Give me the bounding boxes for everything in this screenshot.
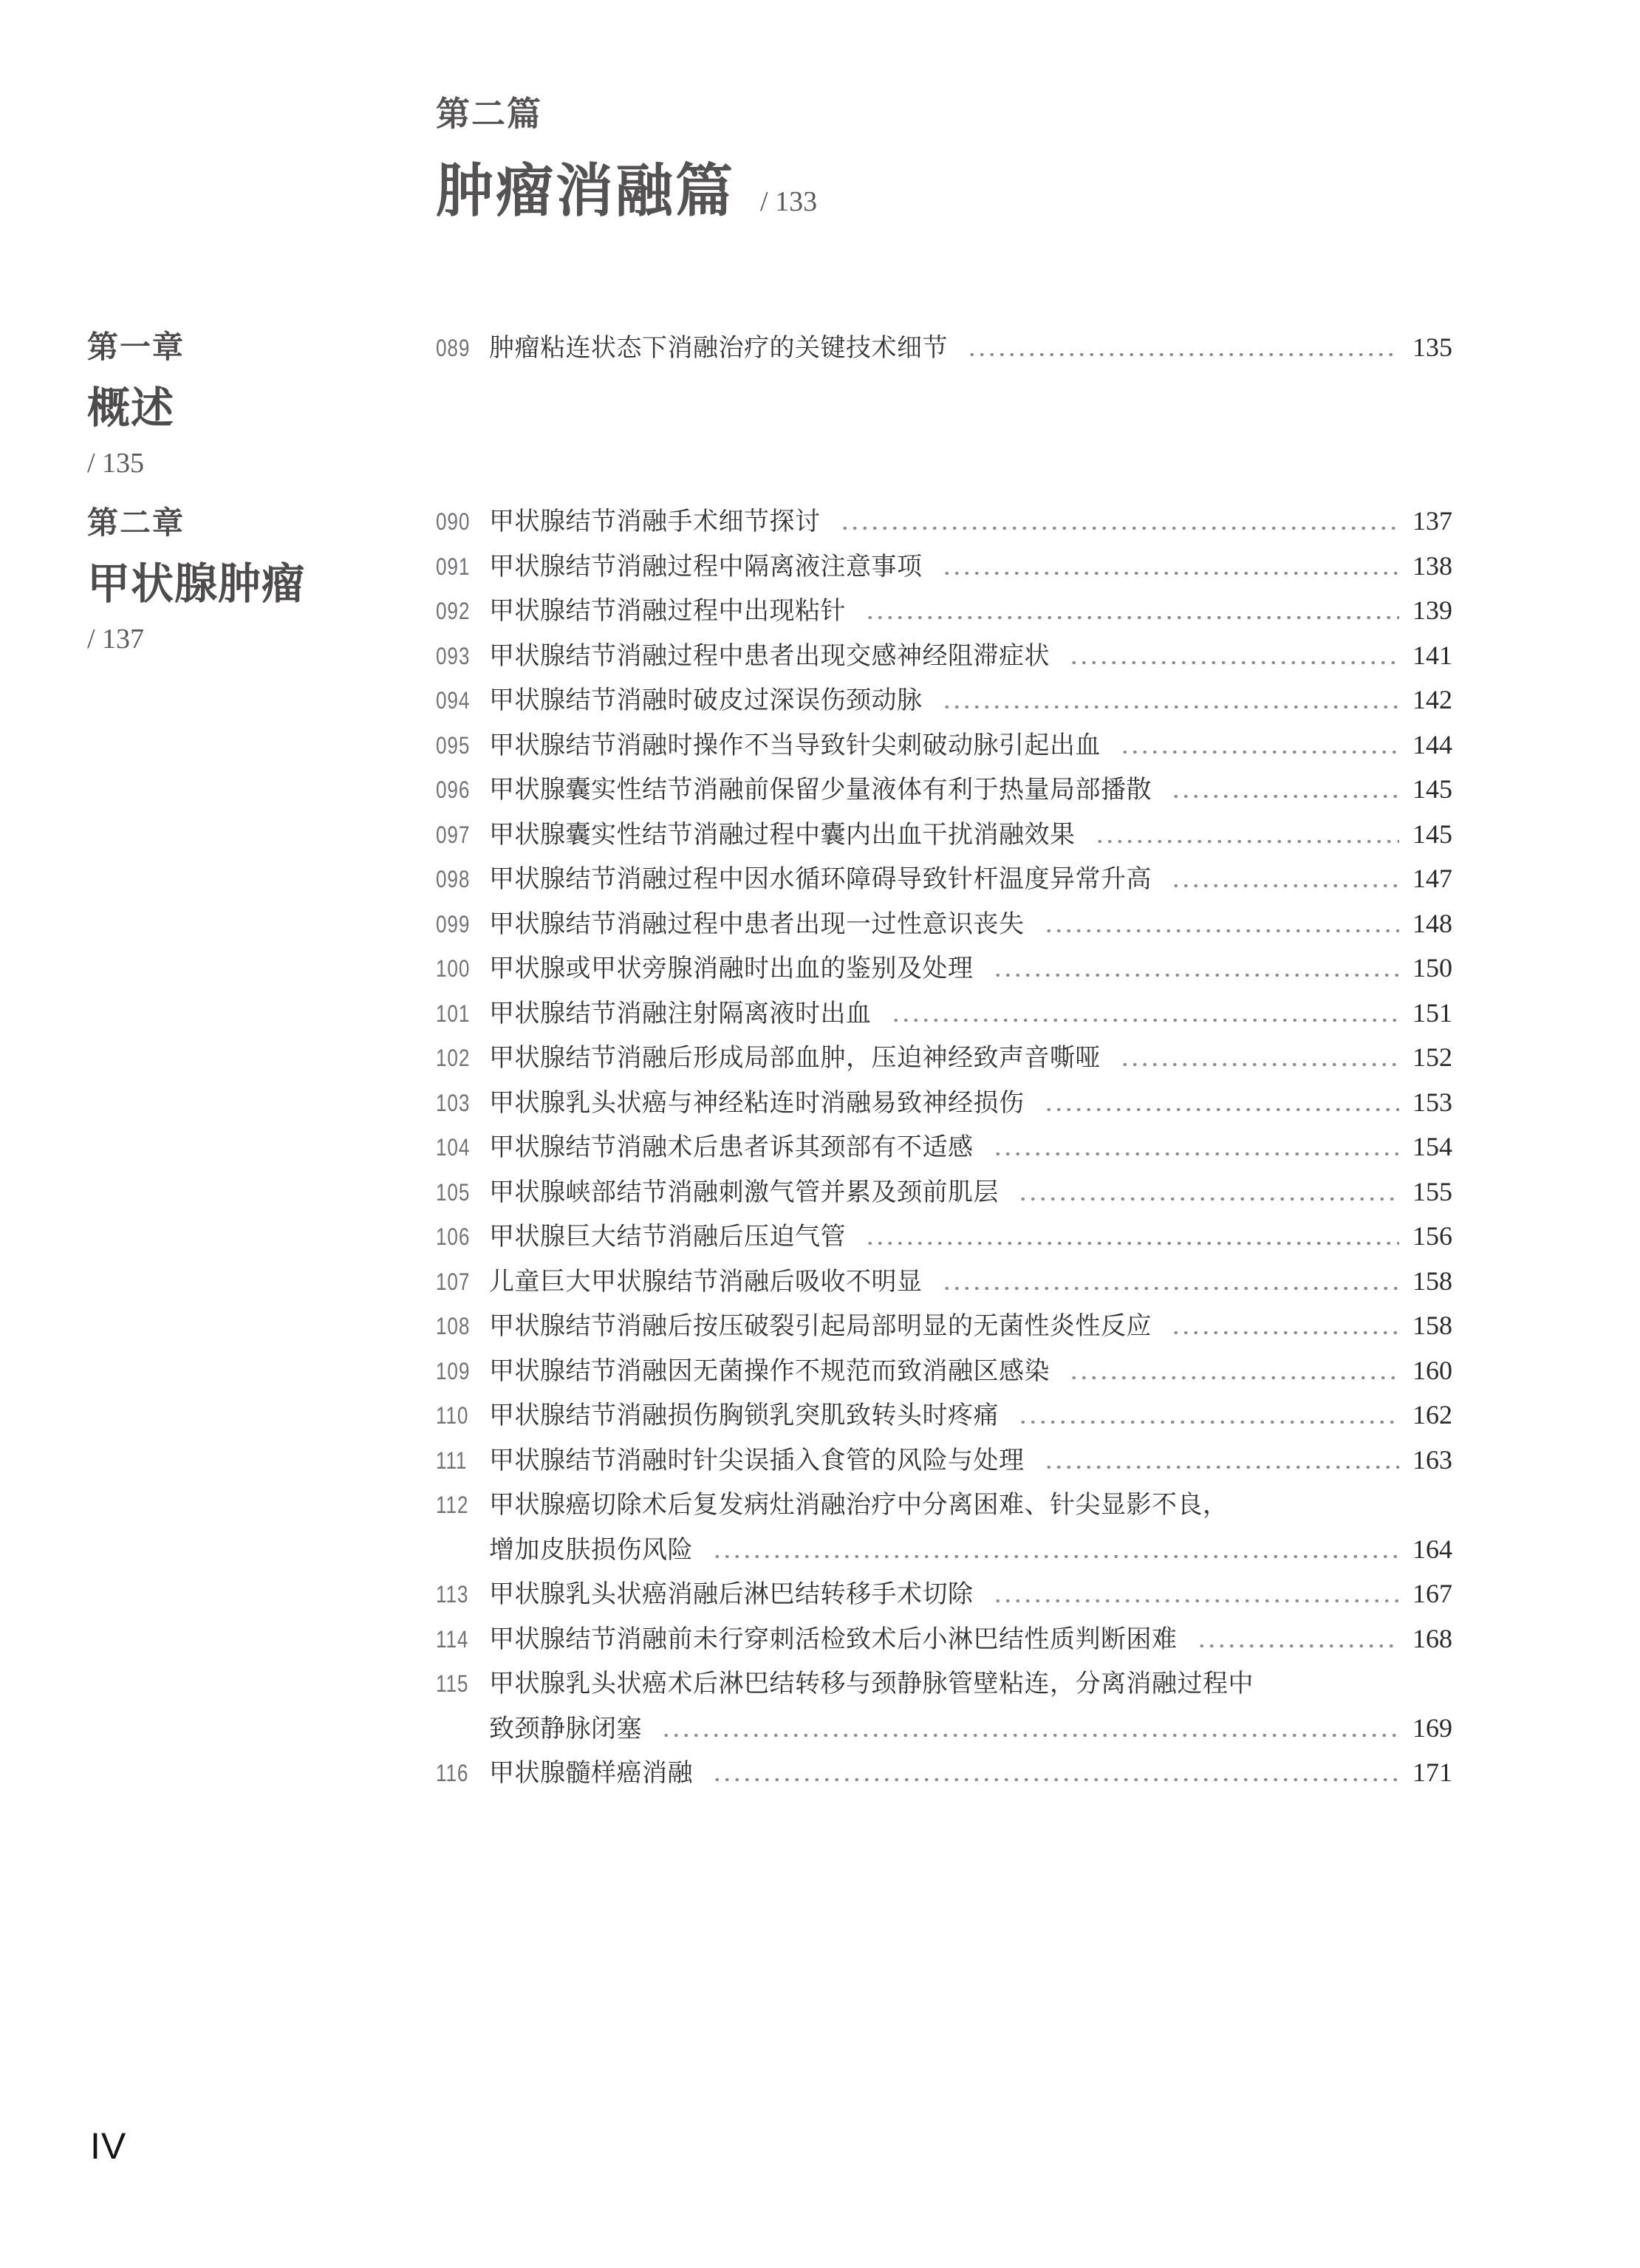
entry-title: 增加皮肤损伤风险 bbox=[489, 1536, 693, 1564]
dot-leader bbox=[712, 1555, 1399, 1558]
entry-number: 090 bbox=[436, 508, 471, 535]
toc-entry-row bbox=[436, 1619, 1452, 1664]
entry-number: 094 bbox=[436, 687, 471, 714]
toc-entry-row bbox=[436, 1127, 1452, 1172]
entry-number: 099 bbox=[436, 910, 471, 937]
entry-number: 107 bbox=[436, 1268, 471, 1295]
toc-entry-row bbox=[436, 1082, 1452, 1127]
entry-number: 101 bbox=[436, 1000, 471, 1027]
toc-entry-row bbox=[436, 1261, 1452, 1306]
toc-entry-row bbox=[436, 1752, 1452, 1797]
dot-leader bbox=[661, 1734, 1399, 1737]
entry-title: 甲状腺峡部结节消融刺激气管并累及颈前肌层 bbox=[489, 1178, 999, 1206]
entry-title: 甲状腺结节消融时操作不当导致针尖刺破动脉引起出血 bbox=[489, 731, 1101, 759]
entry-number: 098 bbox=[436, 866, 471, 892]
entry-page-number: 162 bbox=[1412, 1400, 1452, 1430]
dot-leader bbox=[712, 1778, 1399, 1781]
toc-entry-row bbox=[436, 993, 1452, 1038]
entry-page-number: 155 bbox=[1412, 1176, 1452, 1206]
entry-title: 肿瘤粘连状态下消融治疗的关键技术细节 bbox=[489, 335, 948, 362]
toc-entry-row bbox=[436, 904, 1452, 949]
entry-number: 093 bbox=[436, 642, 471, 669]
dot-leader bbox=[1120, 751, 1399, 754]
entry-title: 甲状腺髓样癌消融 bbox=[489, 1760, 693, 1787]
entry-number: 089 bbox=[436, 335, 471, 361]
dot-leader bbox=[993, 1152, 1400, 1155]
toc-entry-row bbox=[436, 501, 1452, 546]
entry-title: 甲状腺结节消融因无菌操作不规范而致消融区感染 bbox=[489, 1357, 1050, 1385]
entry-page-number: 137 bbox=[1412, 506, 1452, 536]
entry-page-number: 168 bbox=[1412, 1623, 1452, 1653]
chapter-page-number: / 137 bbox=[87, 624, 145, 655]
entry-number: 114 bbox=[436, 1625, 469, 1653]
entry-page-number: 138 bbox=[1412, 550, 1452, 581]
dot-leader bbox=[942, 706, 1400, 708]
dot-leader bbox=[865, 1242, 1399, 1245]
entry-number: 108 bbox=[436, 1313, 471, 1339]
toc-entry-row bbox=[436, 1172, 1452, 1217]
entry-page-number: 169 bbox=[1412, 1712, 1452, 1743]
entry-title: 儿童巨大甲状腺结节消融后吸收不明显 bbox=[489, 1268, 923, 1296]
entry-title: 甲状腺结节消融后按压破裂引起局部明显的无菌性炎性反应 bbox=[489, 1313, 1152, 1340]
toc-section-thyroid-tumor bbox=[436, 501, 1452, 1797]
entry-page-number: 135 bbox=[1412, 332, 1452, 362]
toc-entry-row bbox=[436, 1529, 1452, 1574]
entry-title: 甲状腺乳头状癌与神经粘连时消融易致神经损伤 bbox=[489, 1089, 1025, 1117]
entry-number: 109 bbox=[436, 1357, 471, 1384]
toc-entry-row bbox=[436, 948, 1452, 993]
chapter-page-number: / 135 bbox=[87, 448, 145, 479]
entry-page-number: 139 bbox=[1412, 595, 1452, 625]
entry-page-number: 158 bbox=[1412, 1265, 1452, 1296]
entry-title: 甲状腺囊实性结节消融前保留少量液体有利于热量局部播散 bbox=[489, 776, 1152, 804]
toc-entry-row bbox=[436, 858, 1452, 904]
toc-entry-row bbox=[436, 1037, 1452, 1082]
entry-title: 甲状腺结节消融时针尖误插入食管的风险与处理 bbox=[489, 1446, 1025, 1475]
dot-leader bbox=[1069, 1376, 1399, 1379]
dot-leader bbox=[993, 974, 1400, 977]
entry-number: 116 bbox=[436, 1760, 469, 1786]
entry-page-number: 163 bbox=[1412, 1444, 1452, 1475]
entry-page-number: 145 bbox=[1412, 774, 1452, 804]
entry-title: 甲状腺结节消融过程中患者出现一过性意识丧失 bbox=[489, 910, 1025, 938]
dot-leader bbox=[891, 1019, 1400, 1022]
entry-page-number: 154 bbox=[1412, 1132, 1452, 1161]
dot-leader bbox=[865, 616, 1399, 619]
toc-entry-row bbox=[436, 327, 1452, 372]
dot-leader bbox=[840, 527, 1400, 530]
entry-number: 112 bbox=[436, 1492, 469, 1518]
entry-page-number: 153 bbox=[1412, 1087, 1452, 1117]
dot-leader bbox=[1069, 661, 1399, 664]
entry-page-number: 167 bbox=[1412, 1579, 1452, 1608]
entry-title: 甲状腺乳头状癌消融后淋巴结转移手术切除 bbox=[489, 1581, 974, 1608]
entry-number: 095 bbox=[436, 731, 471, 759]
entry-number: 092 bbox=[436, 598, 471, 624]
entry-title: 甲状腺结节消融后形成局部血肿，压迫神经致声音嘶哑 bbox=[489, 1045, 1101, 1072]
folio-page-number: IV bbox=[90, 2125, 127, 2167]
entry-number: 110 bbox=[436, 1402, 469, 1429]
toc-entry-row bbox=[436, 1216, 1452, 1261]
entry-page-number: 160 bbox=[1412, 1355, 1452, 1385]
dot-leader bbox=[1044, 929, 1400, 932]
entry-title: 甲状腺结节消融术后患者诉其颈部有不适感 bbox=[489, 1134, 974, 1161]
toc-section-overview bbox=[436, 327, 1452, 372]
dot-leader bbox=[1018, 1198, 1399, 1200]
entry-title: 甲状腺结节消融过程中因水循环障碍导致针杆温度异常升高 bbox=[489, 866, 1152, 893]
entry-page-number: 147 bbox=[1412, 864, 1452, 893]
dot-leader bbox=[942, 572, 1400, 575]
dot-leader bbox=[1197, 1644, 1400, 1647]
entry-number: 104 bbox=[436, 1134, 471, 1161]
toc-entry-row bbox=[436, 1440, 1452, 1485]
chapter-block-thyroid-tumor bbox=[87, 499, 405, 655]
chapter-label: 第二章 bbox=[87, 507, 185, 541]
entry-title: 甲状腺结节消融时破皮过深误伤颈动脉 bbox=[489, 687, 923, 714]
dot-leader bbox=[1044, 1108, 1400, 1111]
toc-entry-row bbox=[436, 769, 1452, 814]
entry-number: 105 bbox=[436, 1178, 471, 1206]
entry-number: 111 bbox=[436, 1446, 468, 1474]
entry-title: 甲状腺结节消融注射隔离液时出血 bbox=[489, 1000, 872, 1028]
dot-leader bbox=[1171, 795, 1399, 798]
entry-title: 甲状腺囊实性结节消融过程中囊内出血干扰消融效果 bbox=[489, 821, 1076, 849]
dot-leader bbox=[942, 1287, 1400, 1290]
chapter-label: 第一章 bbox=[87, 331, 185, 365]
toc-entry-row bbox=[436, 725, 1452, 770]
part-title-row bbox=[436, 145, 817, 228]
entry-page-number: 148 bbox=[1412, 908, 1452, 938]
toc-entry-row bbox=[436, 1395, 1452, 1440]
dot-leader bbox=[1120, 1063, 1399, 1066]
entry-page-number: 141 bbox=[1412, 640, 1452, 670]
entry-title: 甲状腺结节消融过程中患者出现交感神经阻滞症状 bbox=[489, 642, 1050, 670]
entry-page-number: 152 bbox=[1412, 1042, 1452, 1072]
entry-number: 097 bbox=[436, 821, 471, 848]
entry-title: 致颈静脉闭塞 bbox=[489, 1715, 642, 1743]
entry-title: 甲状腺或甲状旁腺消融时出血的鉴别及处理 bbox=[489, 955, 974, 983]
dot-leader bbox=[1095, 840, 1400, 843]
toc-entry-row bbox=[436, 1484, 1452, 1529]
entry-title: 甲状腺结节消融损伤胸锁乳突肌致转头时疼痛 bbox=[489, 1402, 999, 1430]
toc-entry-row bbox=[436, 680, 1452, 725]
toc-entry-row bbox=[436, 546, 1452, 591]
toc-entry-row bbox=[436, 1350, 1452, 1396]
entry-page-number: 145 bbox=[1412, 819, 1452, 849]
entry-title: 甲状腺结节消融过程中隔离液注意事项 bbox=[489, 553, 923, 581]
chapter-title: 概述 bbox=[87, 384, 175, 432]
part-page-number: / 133 bbox=[760, 186, 818, 217]
entry-page-number: 142 bbox=[1412, 685, 1452, 714]
chapter-block-overview bbox=[87, 323, 405, 479]
dot-leader bbox=[967, 353, 1399, 356]
entry-title: 甲状腺结节消融手术细节探讨 bbox=[489, 508, 821, 536]
entry-title: 甲状腺乳头状癌术后淋巴结转移与颈静脉管壁粘连，分离消融过程中 bbox=[489, 1670, 1254, 1698]
chapter-title: 甲状腺肿瘤 bbox=[87, 560, 306, 608]
dot-leader bbox=[993, 1599, 1400, 1602]
entry-number: 103 bbox=[436, 1089, 471, 1116]
entry-number: 102 bbox=[436, 1045, 471, 1071]
entry-title: 甲状腺巨大结节消融后压迫气管 bbox=[489, 1223, 846, 1251]
entry-number: 100 bbox=[436, 955, 471, 982]
entry-number: 113 bbox=[436, 1581, 469, 1608]
entry-number: 091 bbox=[436, 553, 471, 580]
part-label: 第二篇 bbox=[436, 95, 542, 133]
part-header bbox=[436, 87, 817, 228]
toc-entry-row bbox=[436, 1708, 1452, 1753]
entry-title: 甲状腺癌切除术后复发病灶消融治疗中分离困难、针尖显影不良， bbox=[489, 1492, 1229, 1519]
dot-leader bbox=[1171, 1331, 1399, 1334]
entry-page-number: 144 bbox=[1412, 729, 1452, 759]
entry-page-number: 156 bbox=[1412, 1221, 1452, 1251]
entry-title: 甲状腺结节消融过程中出现粘针 bbox=[489, 598, 846, 625]
toc-entry-row bbox=[436, 814, 1452, 859]
dot-leader bbox=[1018, 1421, 1399, 1424]
toc-entry-row bbox=[436, 1663, 1452, 1708]
part-title: 肿瘤消融篇 bbox=[436, 159, 736, 223]
entry-page-number: 150 bbox=[1412, 953, 1452, 983]
toc-entry-row bbox=[436, 590, 1452, 635]
dot-leader bbox=[1044, 1466, 1400, 1469]
entry-page-number: 151 bbox=[1412, 997, 1452, 1028]
entry-page-number: 158 bbox=[1412, 1311, 1452, 1340]
dot-leader bbox=[1171, 884, 1399, 887]
toc-entry-row bbox=[436, 1574, 1452, 1619]
toc-entry-row bbox=[436, 1305, 1452, 1350]
toc-entry-row bbox=[436, 635, 1452, 680]
entry-number: 115 bbox=[436, 1670, 469, 1697]
entry-title: 甲状腺结节消融前未行穿刺活检致术后小淋巴结性质判断困难 bbox=[489, 1625, 1178, 1653]
entry-number: 096 bbox=[436, 776, 471, 803]
entry-number: 106 bbox=[436, 1223, 471, 1250]
entry-page-number: 171 bbox=[1412, 1758, 1452, 1787]
entry-page-number: 164 bbox=[1412, 1534, 1452, 1564]
